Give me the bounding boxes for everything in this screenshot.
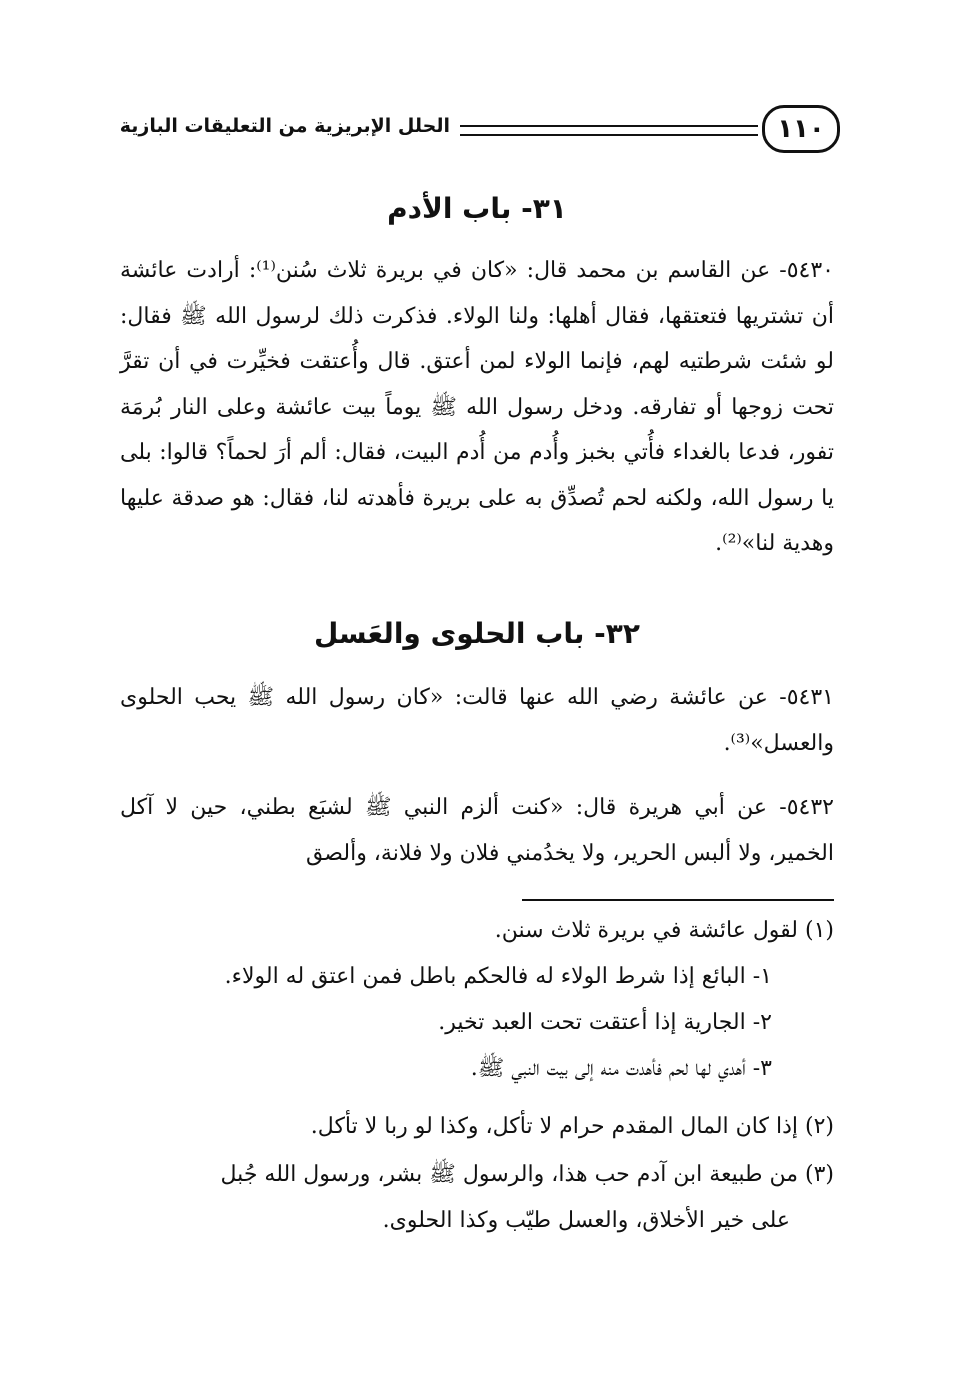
page-header	[115, 105, 840, 157]
footnote-1-item-3: ٣- أهدي لها لحم فأهدت منه إلى بيت النبي ﷺ.	[470, 1056, 772, 1081]
header-rule	[460, 125, 758, 136]
footnote-1: (١) لقول عائشة في بريرة ثلاث سنن.	[494, 918, 834, 943]
footnote-1-item-1: ١- البائع إذا شرط الولاء له فالحكم باطل فمن اعتق له الولاء.	[224, 964, 772, 989]
running-title: الحلل الإبريزية من التعليقات البازية	[119, 115, 450, 137]
page-number: ١١٠	[762, 105, 840, 153]
hadith-5431: ٥٤٣١- عن عائشة رضي الله عنها قالت: «كان رسول الله ﷺ يحب الحلوى والعسل»⁽³⁾.	[120, 685, 834, 756]
footnote-3: (٣) من طبيعة ابن آدم حب هذا، والرسول ﷺ بشر، ورسول الله جُبل	[220, 1162, 834, 1187]
footnote-3-continued: على خير الأخلاق، والعسل طيّب وكذا الحلوى.	[382, 1208, 790, 1233]
chapter-heading-32: ٣٢- باب الحلوى والعَسل	[314, 617, 640, 650]
footnote-separator	[522, 899, 834, 901]
chapter-heading-31: ٣١- باب الأدم	[387, 192, 567, 225]
footnote-2: (٢) إذا كان المال المقدم حرام لا تأكل، وكذا لو ربا لا تأكل.	[310, 1114, 834, 1139]
hadith-5430: ٥٤٣٠- عن القاسم بن محمد قال: «كان في بريرة ثلاث سُنن⁽¹⁾: أرادت عائشة أن تشتريها فتعتقها، فقال أهلها: ولنا الولاء. فذكرت ذلك لرسول الله ﷺ فقال: لو شئت شرطتيه لهم، فإنما الولاء لمن أعتق. قال وأُعتقت فخيِّرت في أن تقرَّ تحت زوجها أو تفارقه. ودخل رسول الله ﷺ يوماً بيت عائشة وعلى النار بُرمَة تفور، فدعا بالغداء فأُتي بخبز وأُدم من أُدم البيت، فقال: ألم أرَ لحماً؟ قالوا: بلى يا رسول الله، ولكنه لحم تُصدِّق به على بريرة فأهدته لنا، فقال: هو صدقة عليها وهدية لنا»⁽²⁾.	[120, 258, 834, 556]
hadith-5432: ٥٤٣٢- عن أبي هريرة قال: «كنت ألزم النبي ﷺ لشبَع بطني، حين لا آكل الخمير، ولا ألبس الحرير، ولا يخدُمني فلان ولا فلانة، وألصق	[120, 795, 834, 866]
footnote-1-item-2: ٢- الجارية إذا أعتقت تحت العبد تخير.	[438, 1010, 772, 1035]
